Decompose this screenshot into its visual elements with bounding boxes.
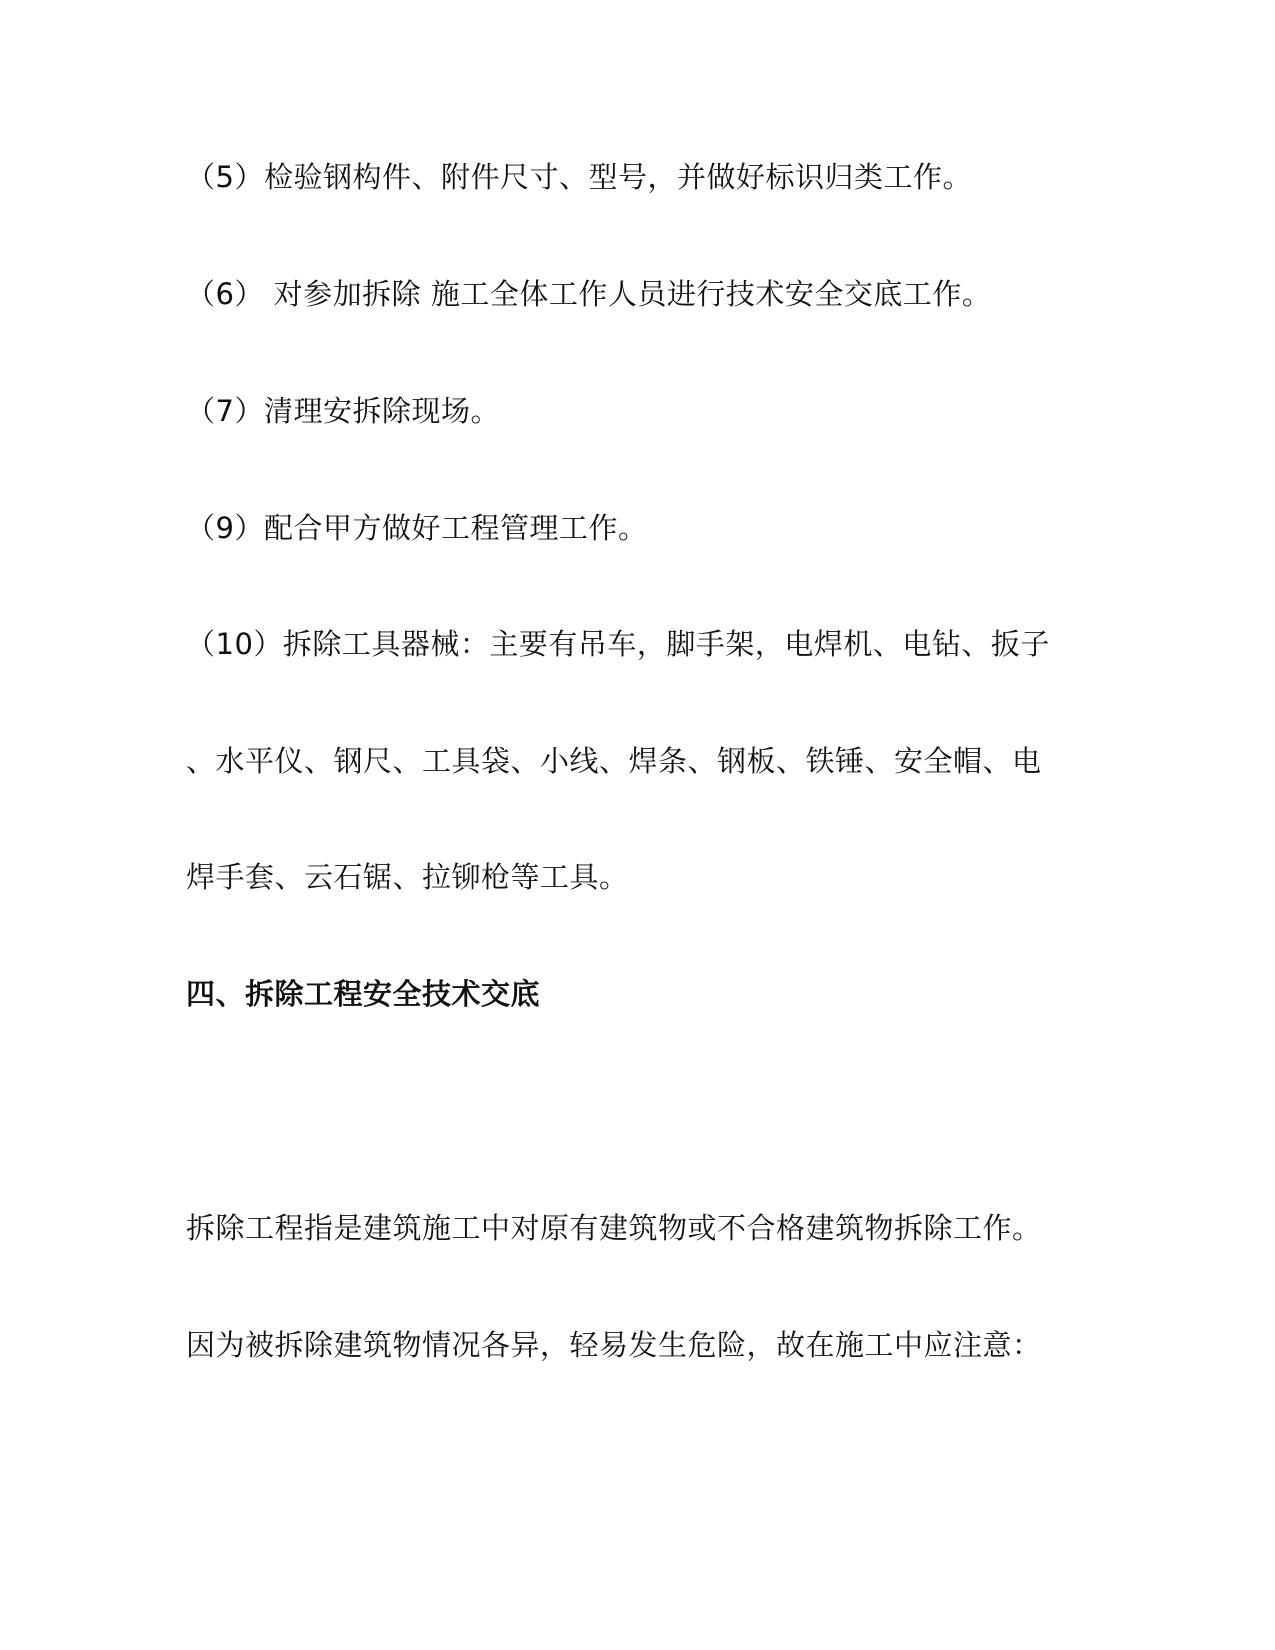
- list-item-9: （9）配合甲方做好工程管理工作。: [186, 511, 648, 545]
- paragraph-line-1: 拆除工程指是建筑施工中对原有建筑物或不合格建筑物拆除工作。: [186, 1211, 1042, 1245]
- list-item-6: （6） 对参加拆除 施工全体工作人员进行技术安全交底工作。: [186, 277, 992, 311]
- list-item-10-line-3: 焊手套、云石锯、拉铆枪等工具。: [186, 860, 629, 894]
- list-item-5: （5）检验钢构件、附件尺寸、型号，并做好标识归类工作。: [186, 160, 972, 194]
- list-item-10-line-2: 、水平仪、钢尺、工具袋、小线、焊条、钢板、铁锤、安全帽、电: [186, 744, 1042, 778]
- list-item-10-line-1: （10）拆除工具器械：主要有吊车，脚手架，电焊机、电钻、扳子: [186, 627, 1050, 661]
- paragraph-line-2: 因为被拆除建筑物情况各异，轻易发生危险，故在施工中应注意：: [186, 1328, 1042, 1362]
- list-item-7: （7）清理安拆除现场。: [186, 394, 500, 428]
- section-heading: 四、拆除工程安全技术交底: [186, 977, 541, 1011]
